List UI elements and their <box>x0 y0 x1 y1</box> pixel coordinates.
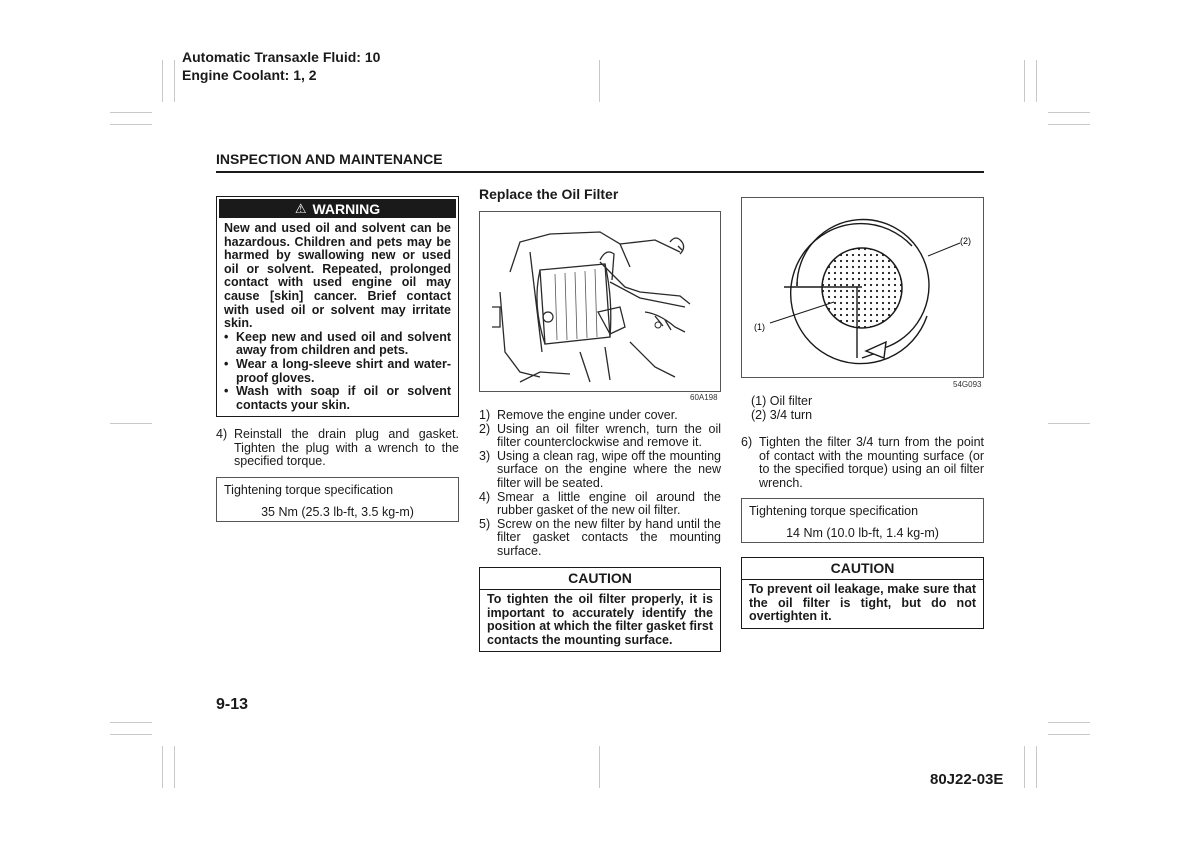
warning-intro: New and used oil and solvent can be hazardous. Children and pets may be harmed by swallowing new or used oil or solvent. Repeated, prolonged contact with used engine oil may cause [skin] cancer. Brief contact with used oil or solvent may irritate skin. <box>224 221 451 331</box>
callout-1-label: (1) <box>754 322 765 332</box>
crop-mark <box>110 734 152 735</box>
engine-oil-filter-illustration <box>480 212 720 391</box>
crop-mark <box>174 746 175 788</box>
oil-filter-wrench-figure <box>479 211 721 392</box>
document-code: 80J22-03E <box>930 771 1004 788</box>
torque-spec-value: 35 Nm (25.3 lb-ft, 3.5 kg-m) <box>261 504 414 519</box>
figure-code-60A198: 60A198 <box>690 393 718 402</box>
callout-2-label: (2) <box>960 236 971 246</box>
step-text: Tighten the filter 3/4 turn from the point of contact with the mounting surface (or to the specified torque) using an oil filter wrench. <box>759 435 984 490</box>
procedure-step: 5) Screw on the new filter by hand until the filter gasket contacts the mounting surface. <box>479 516 721 558</box>
warning-bullet: • Wash with soap if oil or solvent contacts your skin. <box>224 384 451 412</box>
crop-mark <box>162 746 163 788</box>
warning-title: WARNING <box>312 200 381 217</box>
crop-mark <box>1036 60 1037 102</box>
crop-mark <box>110 722 152 723</box>
section-rule <box>216 171 984 173</box>
header-line-1: Automatic Transaxle Fluid: 10 <box>182 49 381 65</box>
torque-spec-box-1 <box>216 477 459 522</box>
crop-mark <box>1048 112 1090 113</box>
crop-mark <box>1024 60 1025 102</box>
step-number: 4) <box>216 427 228 441</box>
step-number: 6) <box>741 435 753 449</box>
crop-mark <box>110 124 152 125</box>
crop-mark <box>1048 423 1090 424</box>
subsection-heading: Replace the Oil Filter <box>479 186 619 202</box>
torque-spec-value: 14 Nm (10.0 lb-ft, 1.4 kg-m) <box>786 525 939 540</box>
crop-mark <box>1048 734 1090 735</box>
crop-mark <box>1024 746 1025 788</box>
legend-item: (1) Oil filter <box>751 394 813 408</box>
figure-code-54G093: 54G093 <box>953 380 982 389</box>
page-number: 9-13 <box>216 696 249 713</box>
step-text: Reinstall the drain plug and gasket. Tighten the plug with a wrench to the specified torque. <box>234 427 459 469</box>
crop-mark <box>162 60 163 102</box>
figure-legend <box>751 394 812 422</box>
legend-item: (2) 3/4 turn <box>751 408 813 422</box>
crop-mark <box>110 423 152 424</box>
oil-filter-turn-diagram <box>742 198 983 377</box>
procedure-step: 3) Using a clean rag, wipe off the mounting surface on the engine where the new filter will be seated. <box>479 448 721 490</box>
warning-header <box>219 199 456 218</box>
caution-title: CAUTION <box>742 558 983 580</box>
crop-mark <box>599 746 600 788</box>
torque-spec-title: Tightening torque specification <box>749 504 919 518</box>
torque-spec-title: Tightening torque specification <box>224 483 394 497</box>
warning-bullet: • Keep new and used oil and solvent away from children and pets. <box>224 329 451 358</box>
step-6 <box>741 436 984 490</box>
crop-mark <box>1036 746 1037 788</box>
header-line-2: Engine Coolant: 1, 2 <box>182 67 317 83</box>
procedure-step: 2) Using an oil filter wrench, turn the oil filter counterclockwise and remove it. <box>479 421 721 450</box>
caution-box-1 <box>479 567 721 652</box>
warning-triangle-icon: ⚠ <box>294 201 307 216</box>
crop-mark <box>1048 722 1090 723</box>
warning-box <box>216 196 459 417</box>
procedure-step: 4) Smear a little engine oil around the rubber gasket of the new oil filter. <box>479 489 721 518</box>
warning-body <box>217 220 458 416</box>
caution-box-2 <box>741 557 984 629</box>
crop-mark <box>599 60 600 102</box>
procedure-step: 1) Remove the engine under cover. <box>479 408 678 422</box>
caution-title: CAUTION <box>480 568 720 590</box>
torque-spec-box-2 <box>741 498 984 543</box>
warning-bullet: • Wear a long-sleeve shirt and water-proof gloves. <box>224 356 451 385</box>
crop-mark <box>174 60 175 102</box>
step-4-left <box>216 428 459 469</box>
crop-mark <box>1048 124 1090 125</box>
running-header <box>182 48 380 84</box>
caution-text: To prevent oil leakage, make sure that the oil filter is tight, but do not overtighten it. <box>749 582 976 624</box>
three-quarter-turn-figure <box>741 197 984 378</box>
procedure-steps <box>479 409 721 559</box>
caution-text: To tighten the oil filter properly, it is important to accurately identify the position at which the filter gasket first contacts the mounting surface. <box>487 592 713 647</box>
section-title: INSPECTION AND MAINTENANCE <box>216 151 443 167</box>
crop-mark <box>110 112 152 113</box>
